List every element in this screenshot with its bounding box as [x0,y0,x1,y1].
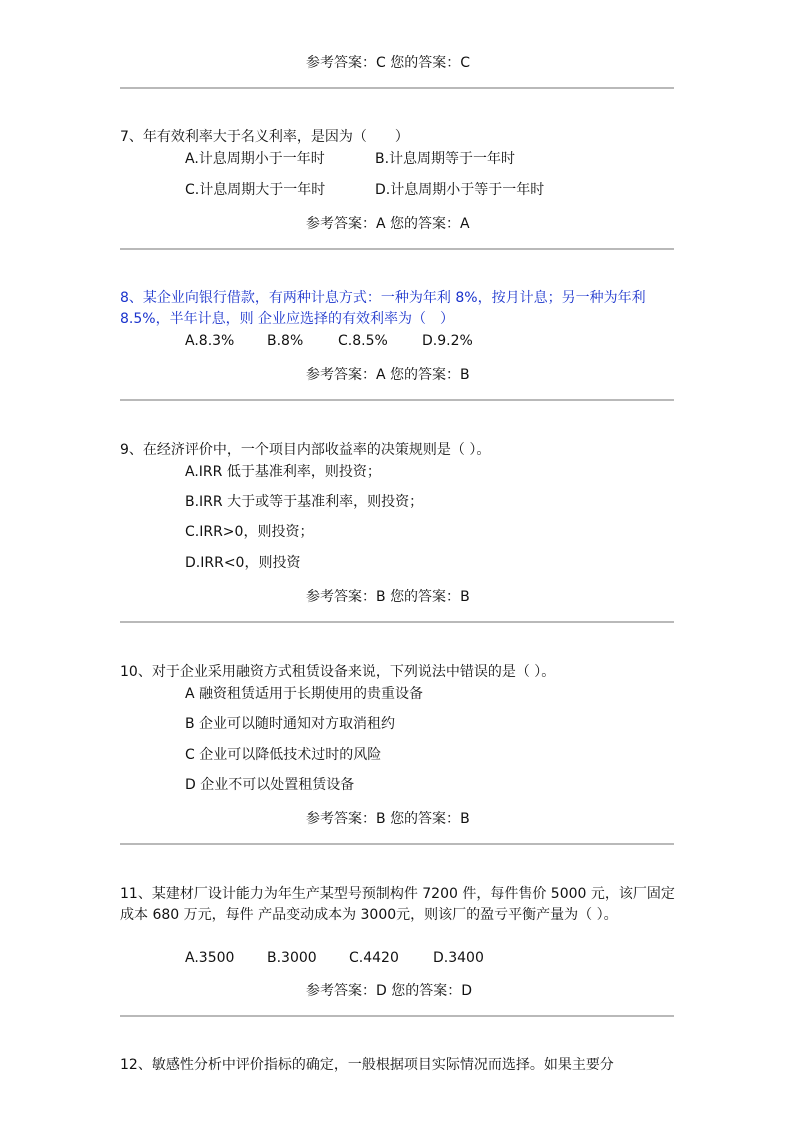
question-9-text: 9、在经济评价中，一个项目内部收益率的决策规则是（ ）。 [120,442,491,458]
answer-prefix: 参考答案： [306,55,376,71]
your-answer: A [460,216,470,232]
question-8-text: 8、某企业向银行借款，有两种计息方式：一种为年利 8%，按月计息；另一种为年利 8.5%，半年计息，则 企业应选择的有效利率为（ ） [120,290,646,327]
question-10-text: 10、对于企业采用融资方式租赁设备来说，下列说法中错误的是（ ）。 [120,664,556,680]
answer-prefix: 参考答案： [306,811,376,827]
reference-answer: A [376,367,386,383]
reference-answer: B [376,811,386,827]
option-b: B 企业可以随时通知对方取消租约 [185,716,396,732]
yours-prefix: 您的答案： [391,983,462,999]
option-d: D.计息周期小于等于一年时 [375,182,545,198]
divider [120,399,674,401]
question-8-options [185,331,473,351]
option-a: A.3500 [185,950,235,966]
divider [120,87,674,89]
reference-answer: A [376,216,386,232]
answer-prefix: 参考答案： [306,589,376,605]
option-b: B.3000 [267,950,317,966]
your-answer: B [460,367,470,383]
reference-answer: D [376,983,387,999]
option-c: C.4420 [349,950,399,966]
your-answer: B [460,589,470,605]
yours-prefix: 您的答案： [390,55,461,71]
answer-prefix: 参考答案： [306,983,376,999]
answer-line-q6 [306,53,470,73]
yours-prefix: 您的答案： [390,367,461,383]
reference-answer: B [376,589,386,605]
answer-prefix: 参考答案： [306,216,376,232]
divider [120,621,674,623]
answer-line-q7 [306,214,470,234]
option-d: D.IRR<0，则投资 [185,555,301,571]
answer-line-q11 [306,981,472,1001]
option-c: C 企业可以降低技术过时的风险 [185,747,382,763]
question-7-options-row-2 [185,180,544,200]
yours-prefix: 您的答案： [390,589,461,605]
option-d: D.3400 [433,950,484,966]
option-c: C.计息周期大于一年时 [185,182,326,198]
option-c: C.IRR>0，则投资； [185,524,314,540]
option-a: A 融资租赁适用于长期使用的贵重设备 [185,686,424,702]
answer-prefix: 参考答案： [306,367,376,383]
yours-prefix: 您的答案： [390,811,461,827]
question-7-options-row-1 [185,149,515,169]
your-answer: D [461,983,473,999]
option-c: C.8.5% [338,333,388,349]
answer-line-q9 [306,587,470,607]
question-11-text: 11、某建材厂设计能力为年生产某型号预制构件 7200 件，每件售价 5000 元，该厂固定成本 680 万元，每件 产品变动成本为 3000元，则该厂的盈亏平衡产量为（ ）。 [120,886,675,923]
question-11-options [185,948,484,968]
option-a: A.计息周期小于一年时 [185,151,325,167]
divider [120,248,674,250]
question-7-text: 7、年有效利率大于名义利率，是因为（ ） [120,129,409,145]
divider [120,843,674,845]
option-b: B.IRR 大于或等于基准利率，则投资； [185,494,424,510]
option-a: A.IRR 低于基准利率，则投资； [185,464,381,480]
answer-line-q10 [306,809,470,829]
divider [120,1015,674,1017]
option-d: D.9.2% [422,333,473,349]
reference-answer: C [376,55,386,71]
answer-line-q8 [306,365,470,385]
option-d: D 企业不可以处置租赁设备 [185,777,355,793]
your-answer: C [460,55,471,71]
your-answer: B [460,811,470,827]
option-b: B.8% [267,333,304,349]
yours-prefix: 您的答案： [390,216,461,232]
option-b: B.计息周期等于一年时 [375,151,516,167]
question-12-text: 12、敏感性分析中评价指标的确定，一般根据项目实际情况而选择。如果主要分 [120,1057,614,1073]
option-a: A.8.3% [185,333,235,349]
